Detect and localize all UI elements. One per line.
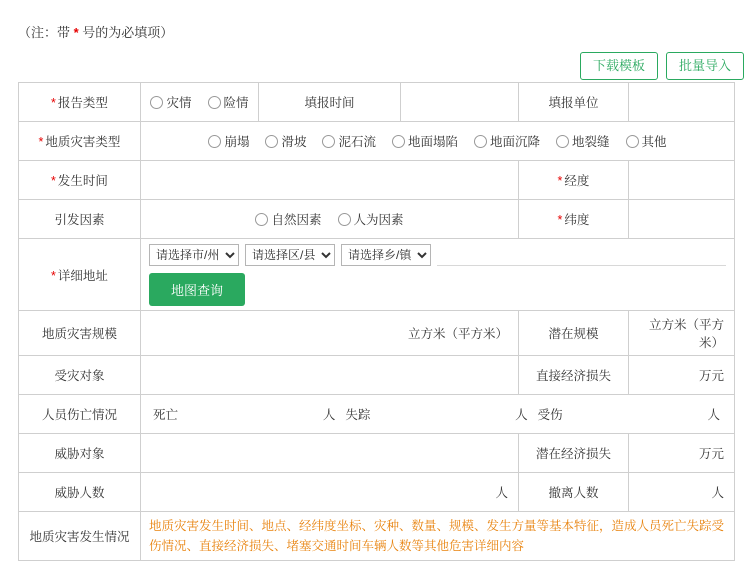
label-text: 地质灾害类型 (45, 135, 121, 149)
radio-dot-icon (208, 135, 221, 148)
casualty-unit: 人 (515, 408, 528, 422)
field-potential-scale[interactable] (629, 311, 735, 356)
radio-dot-icon (338, 213, 351, 226)
radio-disaster-type-2[interactable] (322, 132, 376, 150)
required-star: * (51, 174, 56, 188)
radio-label: 崩塌 (224, 135, 250, 149)
label-report-type (19, 83, 141, 122)
disaster-type-radio-group (149, 132, 726, 150)
casualty-input[interactable] (563, 405, 708, 423)
label-text: 详细地址 (57, 268, 108, 283)
cause-radio-group (149, 210, 510, 228)
field-disaster-type (141, 122, 735, 161)
label-detail-address (19, 239, 141, 311)
table-row (19, 434, 735, 473)
label-threat-people: 威胁人数 (19, 473, 141, 512)
address-selectors (149, 243, 726, 266)
field-direct-loss[interactable] (629, 356, 735, 395)
casualty-unit: 人 (707, 408, 720, 422)
label-casualty: 人员伤亡情况 (19, 395, 141, 434)
radio-dot-icon (265, 135, 278, 148)
casualty-label: 受伤 (537, 408, 563, 422)
field-affected-target[interactable] (141, 356, 519, 395)
casualty-unit: 人 (322, 408, 336, 422)
radio-dot-icon (392, 135, 405, 148)
label-potential-scale: 潜在规模 (519, 311, 629, 356)
radio-dot-icon (208, 96, 221, 109)
casualty-group (149, 405, 726, 423)
casualty-input[interactable] (370, 405, 515, 423)
scale-unit: 立方米（平方米） (407, 327, 508, 341)
note-prefix: （注：带 (18, 25, 74, 40)
field-casualty (141, 395, 735, 434)
city-select[interactable] (149, 244, 239, 266)
evacuated-people-unit: 人 (711, 486, 724, 500)
required-field-note (0, 0, 752, 41)
required-star: * (38, 135, 44, 149)
radio-dot-icon (626, 135, 639, 148)
field-threat-people[interactable] (141, 473, 519, 512)
casualty-item-2 (538, 405, 726, 423)
field-report-unit[interactable] (629, 83, 735, 122)
radio-disaster-type-1[interactable] (265, 132, 306, 150)
radio-label: 泥石流 (338, 135, 376, 149)
casualty-item-1 (345, 405, 533, 423)
map-query-button[interactable]: 地图查询 (149, 273, 245, 306)
situation-placeholder: 地质灾害发生时间、地点、经纬度坐标、灾种、数量、规模、发生方量等基本特征，造成人员死亡失踪受伤情况、直接经济损失、堵塞交通时间车辆人数等其他危害详细内容 (149, 519, 725, 553)
radio-label: 地面塌陷 (407, 135, 458, 149)
required-star: * (557, 213, 563, 227)
radio-disaster-type-5[interactable] (556, 132, 610, 150)
required-star: * (51, 268, 56, 283)
potential-loss-unit: 万元 (698, 447, 724, 461)
label-evacuated-people: 撤离人数 (519, 473, 629, 512)
radio-disaster-type-4[interactable] (474, 132, 540, 150)
table-row (19, 161, 735, 200)
field-cause (141, 200, 519, 239)
batch-import-button[interactable]: 批量导入 (666, 52, 744, 80)
district-select[interactable] (245, 244, 335, 266)
download-template-button[interactable]: 下载模板 (580, 52, 658, 80)
radio-disaster-type-6[interactable] (626, 132, 667, 150)
casualty-label: 失踪 (345, 408, 371, 422)
radio-label: 灾情 (166, 96, 192, 110)
table-row (19, 473, 735, 512)
table-row (19, 395, 735, 434)
table-row (19, 239, 735, 311)
label-text: 经度 (564, 174, 590, 188)
label-direct-loss: 直接经济损失 (519, 356, 629, 395)
radio-cause-1[interactable] (338, 210, 404, 228)
field-detail-address (141, 239, 735, 311)
town-select[interactable] (341, 244, 431, 266)
radio-dot-icon (150, 96, 163, 109)
radio-dot-icon (556, 135, 569, 148)
label-situation: 地质灾害发生情况 (19, 512, 141, 561)
label-threat-target: 威胁对象 (19, 434, 141, 473)
radio-label: 其他 (641, 135, 667, 149)
radio-dot-icon (322, 135, 335, 148)
radio-dot-icon (474, 135, 487, 148)
note-star: * (73, 25, 79, 40)
label-report-time: 填报时间 (259, 83, 401, 122)
label-longitude (519, 161, 629, 200)
field-scale[interactable] (141, 311, 519, 356)
label-affected-target: 受灾对象 (19, 356, 141, 395)
table-row (19, 122, 735, 161)
radio-label: 地面沉降 (490, 135, 541, 149)
casualty-label: 死亡 (153, 408, 179, 422)
radio-dot-icon (255, 213, 268, 226)
label-text: 报告类型 (57, 96, 108, 110)
label-occur-time (19, 161, 141, 200)
radio-disaster-type-3[interactable] (392, 132, 458, 150)
radio-label: 险情 (223, 96, 249, 110)
table-row (19, 311, 735, 356)
report-type-radio-group (149, 93, 250, 111)
field-report-type (141, 83, 259, 122)
field-situation[interactable] (141, 512, 735, 561)
label-text: 纬度 (564, 213, 590, 227)
disaster-report-form (18, 82, 735, 561)
field-threat-target[interactable] (141, 434, 519, 473)
direct-loss-unit: 万元 (698, 369, 724, 383)
toolbar (580, 52, 744, 80)
label-scale: 地质灾害规模 (19, 311, 141, 356)
field-occur-time[interactable] (141, 161, 519, 200)
label-cause: 引发因素 (19, 200, 141, 239)
label-disaster-type (19, 122, 141, 161)
radio-label: 滑坡 (281, 135, 307, 149)
field-evacuated-people[interactable] (629, 473, 735, 512)
potential-scale-unit: 立方米（平方米） (648, 318, 724, 350)
table-row (19, 356, 735, 395)
radio-label: 人为因素 (353, 213, 404, 227)
table-row (19, 200, 735, 239)
radio-cause-0[interactable] (255, 210, 321, 228)
radio-label: 自然因素 (271, 213, 322, 227)
casualty-item-0 (153, 405, 341, 423)
field-latitude[interactable] (629, 200, 735, 239)
label-report-unit: 填报单位 (519, 83, 629, 122)
threat-people-unit: 人 (495, 486, 508, 500)
radio-disaster-type-0[interactable] (208, 132, 249, 150)
field-report-time[interactable] (401, 83, 519, 122)
street-address-input[interactable] (437, 243, 726, 266)
label-text: 发生时间 (57, 174, 108, 188)
radio-report-type-1[interactable] (208, 93, 249, 111)
note-suffix: 号的为必填项） (78, 25, 174, 40)
required-star: * (557, 174, 563, 188)
label-potential-loss: 潜在经济损失 (519, 434, 629, 473)
field-longitude[interactable] (629, 161, 735, 200)
casualty-input[interactable] (178, 405, 323, 423)
table-row (19, 512, 735, 561)
field-potential-loss[interactable] (629, 434, 735, 473)
label-latitude (519, 200, 629, 239)
radio-report-type-0[interactable] (150, 93, 191, 111)
radio-label: 地裂缝 (572, 135, 610, 149)
required-star: * (51, 96, 56, 110)
table-row (19, 83, 735, 122)
